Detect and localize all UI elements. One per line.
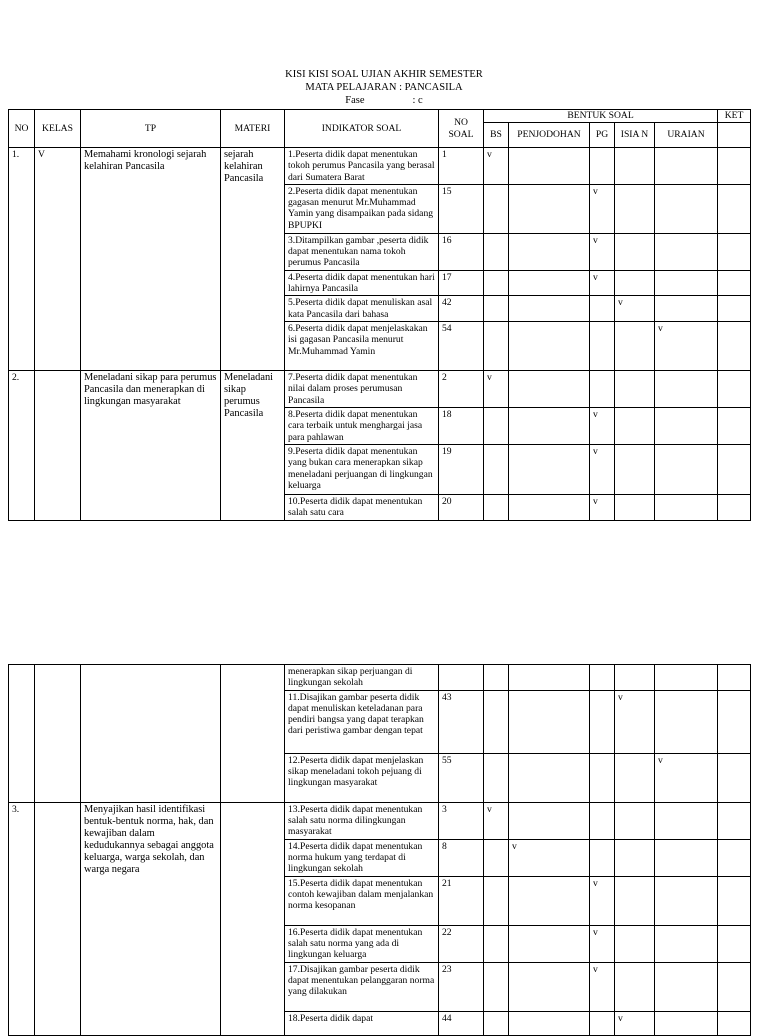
group-kelas-continued bbox=[35, 665, 81, 803]
pg-cell bbox=[590, 665, 615, 691]
bs-cell bbox=[484, 753, 509, 802]
pg-cell bbox=[590, 1011, 615, 1035]
pg-cell bbox=[590, 371, 615, 408]
group-kelas bbox=[35, 802, 81, 1035]
indikator-cell: 14.Peserta didik dapat menentukan norma hukum yang terdapat di lingkungan sekolah bbox=[285, 839, 439, 876]
ket-cell bbox=[718, 270, 751, 296]
pg-cell: v bbox=[590, 270, 615, 296]
group-materi-continued bbox=[221, 665, 285, 803]
indikator-cell: 10.Peserta didik dapat menentukan salah satu cara bbox=[285, 495, 439, 521]
header-materi: MATERI bbox=[221, 110, 285, 148]
subject-title: MATA PELAJARAN : PANCASILA bbox=[305, 82, 463, 93]
pg-cell: v bbox=[590, 962, 615, 1011]
table-row bbox=[9, 665, 751, 691]
pg-cell bbox=[590, 753, 615, 802]
bs-cell bbox=[484, 876, 509, 925]
ket-cell bbox=[718, 371, 751, 408]
isian-cell bbox=[615, 148, 655, 185]
isian-cell bbox=[615, 270, 655, 296]
isian-cell bbox=[615, 233, 655, 270]
penjodohan-cell bbox=[509, 802, 590, 839]
group-tp-continued bbox=[81, 665, 221, 803]
group-no: 3. bbox=[9, 802, 35, 1035]
ket-cell bbox=[718, 665, 751, 691]
no-soal-cell: 1 bbox=[439, 148, 484, 185]
penjodohan-cell bbox=[509, 876, 590, 925]
table-row bbox=[9, 371, 751, 408]
bs-cell: v bbox=[484, 802, 509, 839]
header-ket: KET bbox=[718, 110, 751, 123]
penjodohan-cell bbox=[509, 408, 590, 445]
pg-cell bbox=[590, 839, 615, 876]
penjodohan-cell bbox=[509, 184, 590, 233]
indikator-cell: 1.Peserta didik dapat menentukan tokoh perumus Pancasila yang berasal dari Sumatera Barat bbox=[285, 148, 439, 185]
indikator-cell: 4.Peserta didik dapat menentukan hari lahirnya Pancasila bbox=[285, 270, 439, 296]
no-soal-cell: 2 bbox=[439, 371, 484, 408]
no-soal-cell: 55 bbox=[439, 753, 484, 802]
isian-cell bbox=[615, 408, 655, 445]
no-soal-cell bbox=[439, 665, 484, 691]
pg-cell: v bbox=[590, 495, 615, 521]
no-soal-cell: 18 bbox=[439, 408, 484, 445]
penjodohan-cell bbox=[509, 233, 590, 270]
isian-cell bbox=[615, 876, 655, 925]
uraian-cell bbox=[655, 371, 718, 408]
header-penjodohan: PENJODOHAN bbox=[509, 123, 590, 148]
group-kelas: V bbox=[35, 148, 81, 371]
penjodohan-cell bbox=[509, 148, 590, 185]
no-soal-cell: 17 bbox=[439, 270, 484, 296]
pg-cell bbox=[590, 296, 615, 322]
bs-cell bbox=[484, 495, 509, 521]
uraian-cell bbox=[655, 962, 718, 1011]
group-no-continued bbox=[9, 665, 35, 803]
bs-cell bbox=[484, 665, 509, 691]
uraian-cell: v bbox=[655, 753, 718, 802]
document-header bbox=[0, 68, 768, 107]
penjodohan-cell bbox=[509, 296, 590, 322]
bs-cell: v bbox=[484, 371, 509, 408]
isian-cell bbox=[615, 962, 655, 1011]
isian-cell bbox=[615, 371, 655, 408]
bs-cell bbox=[484, 1011, 509, 1035]
bs-cell bbox=[484, 445, 509, 495]
header-isian: ISIA N bbox=[615, 123, 655, 148]
uraian-cell bbox=[655, 233, 718, 270]
penjodohan-cell bbox=[509, 690, 590, 753]
pg-cell: v bbox=[590, 925, 615, 962]
indikator-cell: 12.Peserta didik dapat menjelaskan sikap meneladani tokoh pejuang di lingkungan masyarakat bbox=[285, 753, 439, 802]
penjodohan-cell bbox=[509, 445, 590, 495]
bs-cell bbox=[484, 233, 509, 270]
ket-cell bbox=[718, 322, 751, 371]
bs-cell: v bbox=[484, 148, 509, 185]
uraian-cell bbox=[655, 876, 718, 925]
ket-cell bbox=[718, 296, 751, 322]
ket-cell bbox=[718, 1011, 751, 1035]
indikator-cell: 13.Peserta didik dapat menentukan salah satu norma dilingkungan masyarakat bbox=[285, 802, 439, 839]
group-tp: Memahami kronologi sejarah kelahiran Pancasila bbox=[81, 148, 221, 371]
pg-cell bbox=[590, 802, 615, 839]
fase-line bbox=[0, 94, 768, 107]
bs-cell bbox=[484, 184, 509, 233]
indikator-cell: 8.Peserta didik dapat menentukan cara terbaik untuk menghargai jasa para pahlawan bbox=[285, 408, 439, 445]
isian-cell bbox=[615, 839, 655, 876]
header-ket-blank bbox=[718, 123, 751, 148]
uraian-cell bbox=[655, 148, 718, 185]
ket-cell bbox=[718, 690, 751, 753]
ket-cell bbox=[718, 408, 751, 445]
ket-cell bbox=[718, 876, 751, 925]
indikator-cell: 17.Disajikan gambar peserta didik dapat menentukan pelanggaran norma yang dilakukan bbox=[285, 962, 439, 1011]
no-soal-cell: 21 bbox=[439, 876, 484, 925]
uraian-cell bbox=[655, 690, 718, 753]
table-row bbox=[9, 148, 751, 185]
group-materi: Meneladani sikap perumus Pancasila bbox=[221, 371, 285, 521]
penjodohan-cell bbox=[509, 495, 590, 521]
no-soal-cell: 15 bbox=[439, 184, 484, 233]
penjodohan-cell bbox=[509, 1011, 590, 1035]
uraian-cell bbox=[655, 445, 718, 495]
header-indikator: INDIKATOR SOAL bbox=[285, 110, 439, 148]
no-soal-cell: 42 bbox=[439, 296, 484, 322]
uraian-cell bbox=[655, 270, 718, 296]
pg-cell: v bbox=[590, 233, 615, 270]
penjodohan-cell bbox=[509, 371, 590, 408]
ket-cell bbox=[718, 184, 751, 233]
penjodohan-cell bbox=[509, 753, 590, 802]
header-uraian: URAIAN bbox=[655, 123, 718, 148]
header-kelas: KELAS bbox=[35, 110, 81, 148]
isian-cell bbox=[615, 802, 655, 839]
pg-cell: v bbox=[590, 876, 615, 925]
isian-cell bbox=[615, 925, 655, 962]
uraian-cell bbox=[655, 1011, 718, 1035]
penjodohan-cell bbox=[509, 962, 590, 1011]
no-soal-cell: 54 bbox=[439, 322, 484, 371]
penjodohan-cell bbox=[509, 665, 590, 691]
pg-cell: v bbox=[590, 184, 615, 233]
uraian-cell: v bbox=[655, 322, 718, 371]
pg-cell bbox=[590, 690, 615, 753]
penjodohan-cell bbox=[509, 322, 590, 371]
no-soal-cell: 22 bbox=[439, 925, 484, 962]
indikator-cell: menerapkan sikap perjuangan di lingkungan sekolah bbox=[285, 665, 439, 691]
ket-cell bbox=[718, 148, 751, 185]
isian-cell bbox=[615, 665, 655, 691]
fase-label: Fase bbox=[345, 95, 365, 106]
ket-cell bbox=[718, 925, 751, 962]
bs-cell bbox=[484, 322, 509, 371]
group-no: 2. bbox=[9, 371, 35, 521]
bs-cell bbox=[484, 962, 509, 1011]
ket-cell bbox=[718, 233, 751, 270]
isian-cell bbox=[615, 753, 655, 802]
kisi-table-page-2 bbox=[8, 664, 751, 1036]
ket-cell bbox=[718, 445, 751, 495]
isian-cell: v bbox=[615, 690, 655, 753]
group-tp: Menyajikan hasil identifikasi bentuk-bentuk norma, hak, dan kewajiban dalam kedudukannya sebagai anggota keluarga, warga sekolah, dan warga negara bbox=[81, 802, 221, 1035]
no-soal-cell: 19 bbox=[439, 445, 484, 495]
group-tp: Meneladani sikap para perumus Pancasila dan menerapkan di lingkungan masyarakat bbox=[81, 371, 221, 521]
indikator-cell: 7.Peserta didik dapat menentukan nilai dalam proses perumusan Pancasila bbox=[285, 371, 439, 408]
ket-cell bbox=[718, 839, 751, 876]
ket-cell bbox=[718, 802, 751, 839]
indikator-cell: 3.Ditampilkan gambar ,peserta didik dapat menentukan nama tokoh perumus Pancasila bbox=[285, 233, 439, 270]
indikator-cell: 11.Disajikan gambar peserta didik dapat menuliskan keteladanan para pendiri bangsa yang dapat terapkan dari peristiwa gambar dengan tepat bbox=[285, 690, 439, 753]
isian-cell: v bbox=[615, 1011, 655, 1035]
bs-cell bbox=[484, 270, 509, 296]
uraian-cell bbox=[655, 408, 718, 445]
isian-cell: v bbox=[615, 296, 655, 322]
bs-cell bbox=[484, 925, 509, 962]
no-soal-cell: 20 bbox=[439, 495, 484, 521]
header-bentuk-soal: BENTUK SOAL bbox=[484, 110, 718, 123]
penjodohan-cell bbox=[509, 270, 590, 296]
group-no: 1. bbox=[9, 148, 35, 371]
document-title: KISI KISI SOAL UJIAN AKHIR SEMESTER bbox=[285, 69, 483, 80]
no-soal-cell: 43 bbox=[439, 690, 484, 753]
uraian-cell bbox=[655, 495, 718, 521]
isian-cell bbox=[615, 322, 655, 371]
isian-cell bbox=[615, 495, 655, 521]
group-kelas bbox=[35, 371, 81, 521]
no-soal-cell: 16 bbox=[439, 233, 484, 270]
header-no: NO bbox=[9, 110, 35, 148]
header-tp: TP bbox=[81, 110, 221, 148]
indikator-cell: 6.Peserta didik dapat menjelaskakan isi gagasan Pancasila menurut Mr.Muhammad Yamin bbox=[285, 322, 439, 371]
indikator-cell: 16.Peserta didik dapat menentukan salah satu norma yang ada di lingkungan keluarga bbox=[285, 925, 439, 962]
bs-cell bbox=[484, 296, 509, 322]
uraian-cell bbox=[655, 802, 718, 839]
indikator-cell: 15.Peserta didik dapat menentukan contoh kewajiban dalam menjalankan norma kesopanan bbox=[285, 876, 439, 925]
ket-cell bbox=[718, 962, 751, 1011]
header-bs: BS bbox=[484, 123, 509, 148]
penjodohan-cell bbox=[509, 925, 590, 962]
ket-cell bbox=[718, 495, 751, 521]
indikator-cell: 18.Peserta didik dapat bbox=[285, 1011, 439, 1035]
isian-cell bbox=[615, 445, 655, 495]
group-materi bbox=[221, 802, 285, 1035]
uraian-cell bbox=[655, 925, 718, 962]
kisi-table-page-1 bbox=[8, 109, 751, 521]
group-materi: sejarah kelahiran Pancasila bbox=[221, 148, 285, 371]
pg-cell bbox=[590, 148, 615, 185]
ket-cell bbox=[718, 753, 751, 802]
uraian-cell bbox=[655, 296, 718, 322]
no-soal-cell: 44 bbox=[439, 1011, 484, 1035]
fase-value: : c bbox=[412, 95, 423, 106]
no-soal-cell: 3 bbox=[439, 802, 484, 839]
header-pg: PG bbox=[590, 123, 615, 148]
isian-cell bbox=[615, 184, 655, 233]
bs-cell bbox=[484, 839, 509, 876]
indikator-cell: 2.Peserta didik dapat menentukan gagasan menurut Mr.Muhammad Yamin yang disampaikan pada sidang BPUPKI bbox=[285, 184, 439, 233]
bs-cell bbox=[484, 690, 509, 753]
uraian-cell bbox=[655, 184, 718, 233]
uraian-cell bbox=[655, 665, 718, 691]
indikator-cell: 5.Peserta didik dapat menuliskan asal kata Pancasila dari bahasa bbox=[285, 296, 439, 322]
header-no-soal: NO SOAL bbox=[439, 110, 484, 148]
pg-cell: v bbox=[590, 408, 615, 445]
uraian-cell bbox=[655, 839, 718, 876]
pg-cell bbox=[590, 322, 615, 371]
bs-cell bbox=[484, 408, 509, 445]
table-row bbox=[9, 802, 751, 839]
indikator-cell: 9.Peserta didik dapat menentukan yang bukan cara menerapkan sikap meneladani perjuangan di lingkungan keluarga bbox=[285, 445, 439, 495]
no-soal-cell: 23 bbox=[439, 962, 484, 1011]
penjodohan-cell: v bbox=[509, 839, 590, 876]
no-soal-cell: 8 bbox=[439, 839, 484, 876]
pg-cell: v bbox=[590, 445, 615, 495]
